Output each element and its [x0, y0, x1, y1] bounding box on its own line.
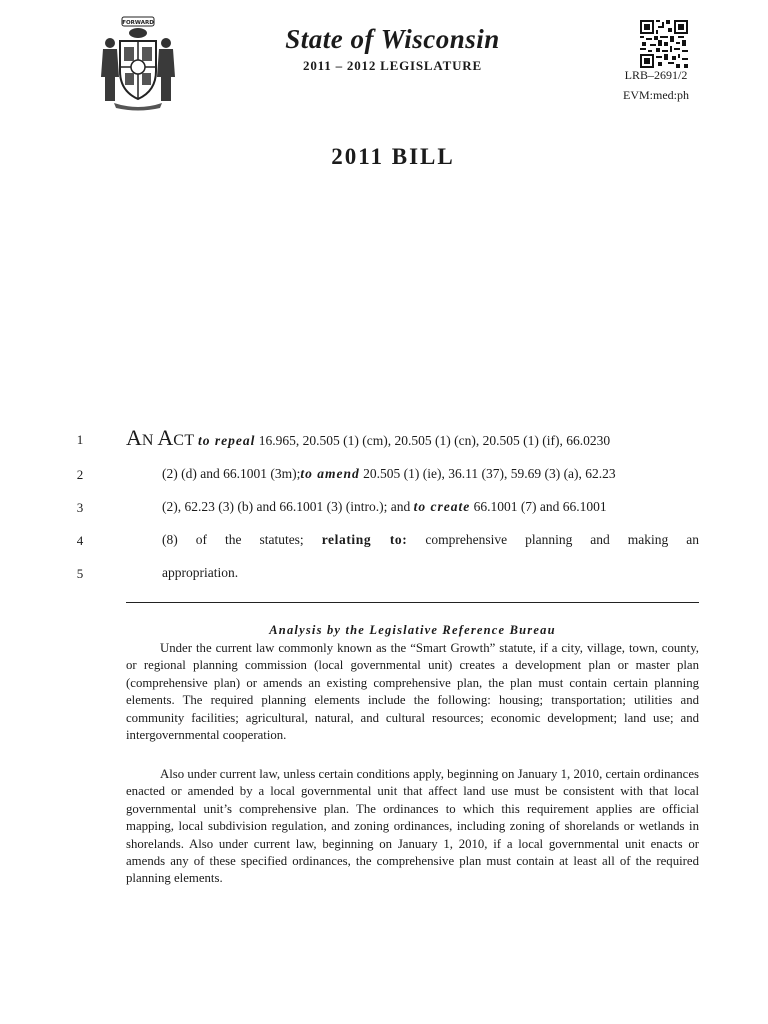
- line-number: 2: [76, 467, 84, 482]
- to-create-label: to create: [413, 499, 471, 514]
- line-number: 3: [76, 500, 84, 515]
- line-number: 1: [76, 432, 84, 447]
- qr-code: [640, 20, 688, 68]
- act-line-1: AN ACT to repeal 16.965, 20.505 (1) (cm), 20.505 (1) (cn), 20.505 (1) (if), 66.0230: [126, 425, 611, 450]
- section-divider: [126, 602, 699, 603]
- legislature-session: 2011 – 2012 LEGISLATURE: [303, 58, 482, 73]
- line-number: 5: [76, 566, 84, 581]
- relating-to-label: relating to:: [321, 532, 408, 547]
- analysis-paragraph-2: Also under current law, unless certain conditions apply, beginning on January 1, 2010, certain ordinances enacted or amended by a local governmental unit that affect land use must be consistent with that local governmental unit’s comprehensive plan. The ordinances to which this requirement applies are official mapping, local subdivision regulation, and zoning ordinances, including zoning of shorelands or wetlands in shorelands. Also under current law, beginning on January 1, 2010, if a local governmental unit enacts or amends any of these specified ordinances, the comprehensive plan must contain at least all of the required planning elements.: [126, 767, 699, 886]
- act-line-5: appropriation.: [162, 565, 239, 580]
- lrb-number: LRB–2691/2: [624, 68, 688, 82]
- to-amend-label: to amend: [300, 466, 360, 481]
- act-line-3: (2), 62.23 (3) (b) and 66.1001 (3) (intro.); and to create 66.1001 (7) and 66.1001: [162, 499, 607, 514]
- act-line-2: (2) (d) and 66.1001 (3m);to amend 20.505 (1) (ie), 36.11 (37), 59.69 (3) (a), 62.23: [162, 466, 616, 481]
- act-line-4: (8) of the statutes; relating to: comprehensive planning and making an: [162, 532, 700, 547]
- analysis-paragraph-1: Under the current law commonly known as the “Smart Growth” statute, if a city, village, town, county, or regional planning commission (local governmental unit) creates a development plan or master plan (comprehensive plan) or amends an existing comprehensive plan, the plan must contain certain planning elements. The required planning elements include the following: housing; transportation; utilities and community facilities; agricultural, natural, and cultural resources; economic development; land use; and intergovernmental cooperation.: [126, 641, 699, 743]
- analysis-heading: Analysis by the Legislative Reference Bureau: [269, 623, 556, 637]
- seal-motto: FORWARD: [122, 20, 154, 26]
- line-number: 4: [76, 533, 84, 548]
- to-repeal-label: to repeal: [198, 433, 256, 448]
- wisconsin-state-seal: [94, 15, 182, 113]
- state-title: State of Wisconsin: [285, 24, 500, 54]
- drafter-initials: EVM:med:ph: [623, 88, 689, 102]
- bill-title: 2011 BILL: [331, 144, 455, 169]
